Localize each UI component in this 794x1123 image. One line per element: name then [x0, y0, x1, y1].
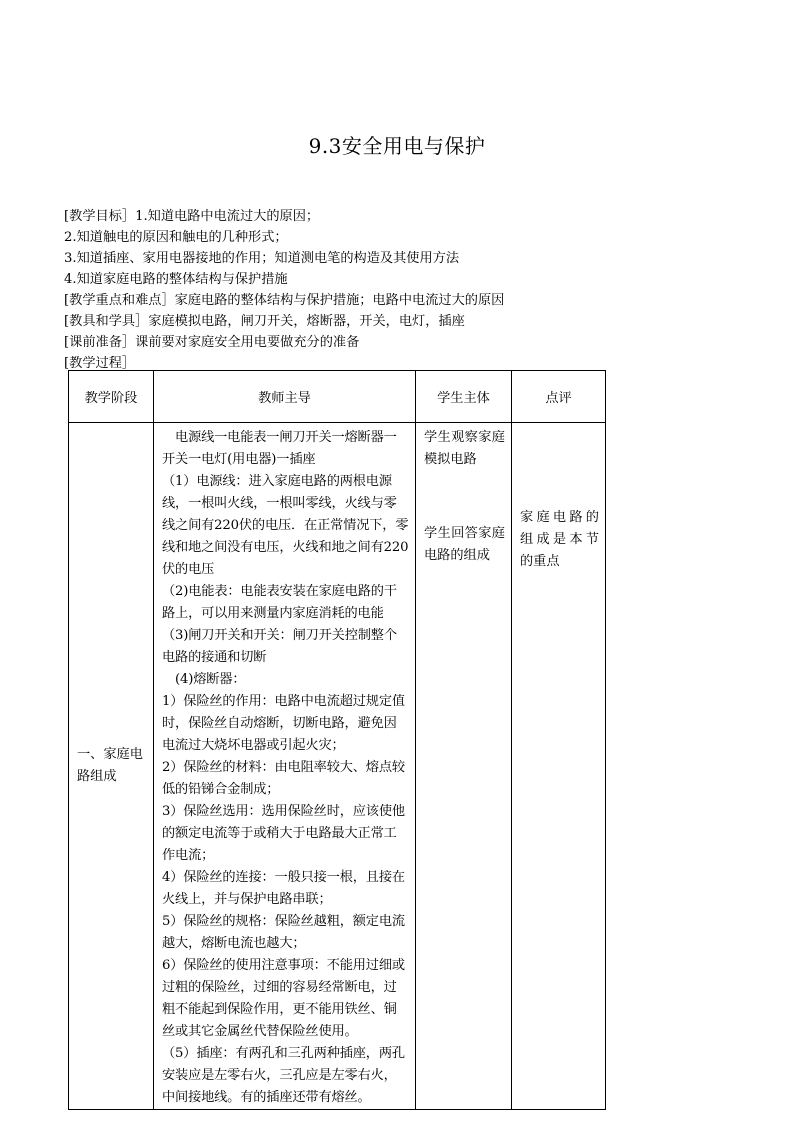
teacher-cell: [154, 423, 416, 1110]
student-activity-2: 学生回答家庭电路的组成: [424, 526, 505, 563]
key-points: [教学重点和难点］家庭电路的整体结构与保护措施；电路中电流过大的原因: [64, 293, 505, 308]
lesson-info: [64, 206, 664, 374]
teaching-goal: [教学目标］1.知道电路中电流过大的原因；: [64, 209, 320, 224]
comment-text: 家庭电路的组成是本节的重点: [520, 510, 599, 569]
teacher-line: 5）保险丝的规格：保险丝越粗，额定电流越大，熔断电流也越大；: [162, 914, 405, 951]
teaching-goal-2: 2.知道触电的原因和触电的几种形式；: [64, 230, 288, 245]
comment-cell: [512, 423, 606, 1110]
teacher-line: 2）保险丝的材料：由电阻率较大、熔点较低的铅锑合金制成；: [162, 760, 405, 797]
page-title: 9.3安全用电与保护: [308, 134, 486, 158]
teacher-line: (4)熔断器：: [162, 672, 246, 687]
teacher-line: 6）保险丝的使用注意事项：不能用过细或过粗的保险丝，过细的容易经常断电，过粗不能起到保险作用，更不能用铁丝、铜丝或其它金属丝代替保险丝使用。: [162, 958, 405, 1039]
lesson-table: [68, 370, 606, 1110]
student-cell: [416, 423, 512, 1110]
teacher-line: 3）保险丝选用：选用保险丝时，应该使他的额定电流等于或稍大于电路最大正常工作电流；: [162, 804, 405, 863]
teacher-line: （5）插座：有两孔和三孔两种插座，两孔安装应是左零右火，三孔应是左零右火，中间接地线。有的插座还带有熔丝。: [162, 1046, 405, 1105]
teacher-line: 1）保险丝的作用：电路中电流超过规定值时，保险丝自动熔断，切断电路，避免因电流过大烧坏电器或引起火灾；: [162, 694, 405, 753]
table-header-row: [69, 371, 606, 423]
preparation: [课前准备］课前要对家庭安全用电要做充分的准备: [64, 335, 360, 350]
teaching-process-label: [教学过程］: [64, 356, 136, 371]
table-row: [69, 423, 606, 1110]
stage-text: 一、家庭电路组成: [77, 747, 143, 784]
header-teacher: 教师主导: [154, 371, 416, 423]
student-activity-1: 学生观察家庭模拟电路: [424, 430, 505, 467]
header-student: 学生主体: [416, 371, 512, 423]
teaching-tools: [教具和学具］家庭模拟电路，闸刀开关，熔断器，开关，电灯，插座: [64, 314, 465, 329]
teacher-line: 电源线一电能表一闸刀开关一熔断器一开关一电灯(用电器)一插座: [162, 430, 397, 467]
header-stage: 教学阶段: [69, 371, 154, 423]
teacher-line: （3)闸刀开关和开关：闸刀开关控制整个电路的接通和切断: [162, 628, 397, 665]
teacher-line: （2)电能表：电能表安装在家庭电路的干路上，可以用来测量内家庭消耗的电能: [162, 584, 397, 621]
stage-cell: [69, 423, 154, 1110]
header-comment: 点评: [512, 371, 606, 423]
teaching-goal-3: 3.知道插座、家用电器接地的作用；知道测电笔的构造及其使用方法: [64, 251, 460, 266]
teaching-goal-4: 4.知道家庭电路的整体结构与保护措施: [64, 272, 288, 287]
teacher-line: 4）保险丝的连接：一般只接一根，且接在火线上，并与保护电路串联；: [162, 870, 405, 907]
teacher-line: （1）电源线：进入家庭电路的两根电源线，一根叫火线，一根叫零线，火线与零线之间有220伏的电压．在正常情况下，零线和地之间没有电压，火线和地之间有220伏的电压: [162, 474, 409, 577]
